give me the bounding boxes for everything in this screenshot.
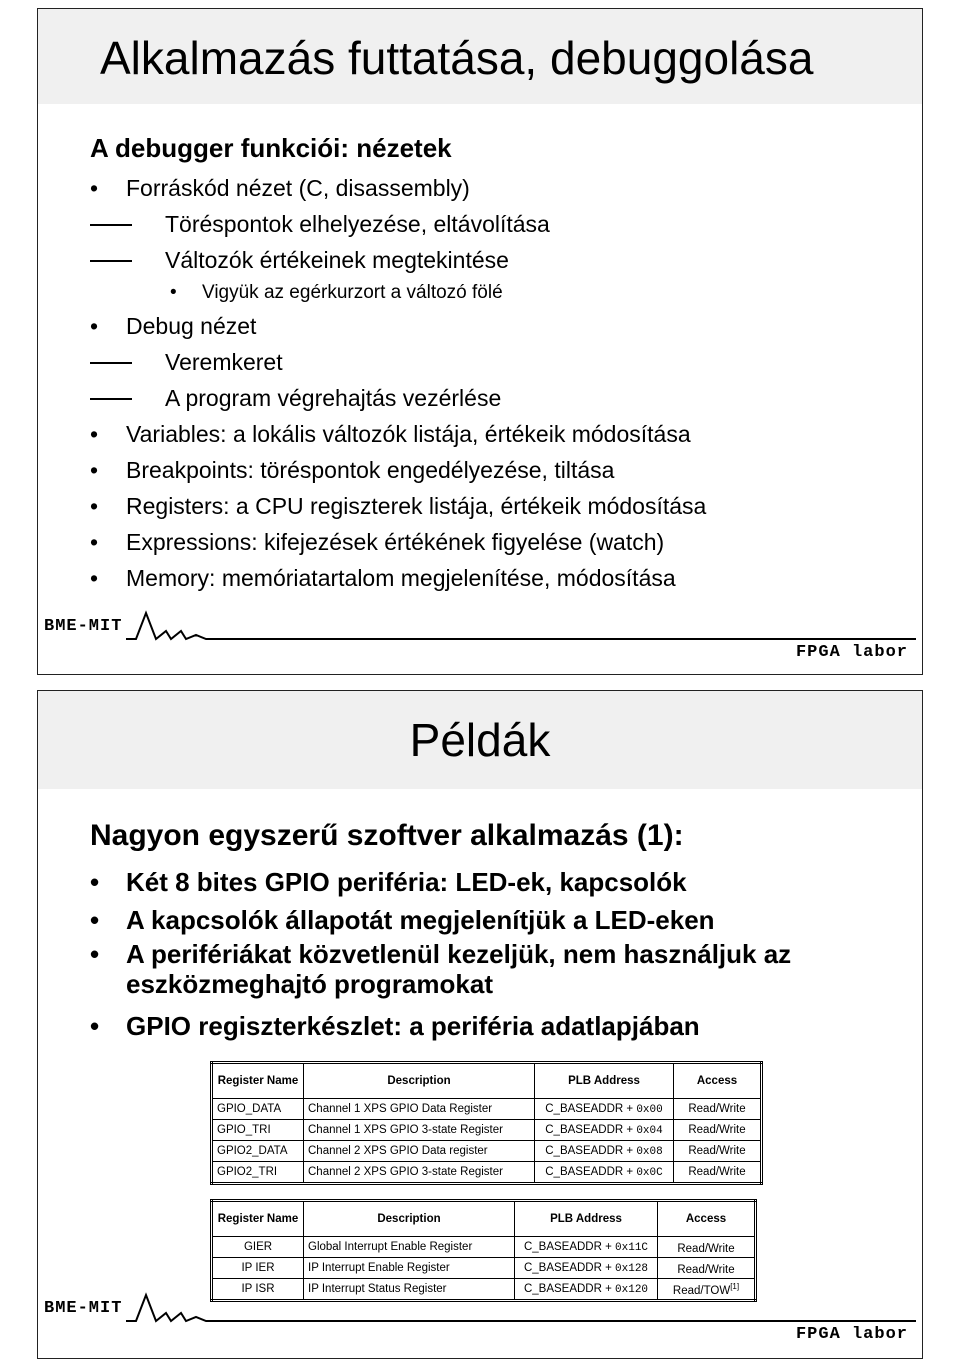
list-item: • A kapcsolók állapotát megjelenítjük a LED-eken: [90, 901, 912, 939]
list-item: Változók értékeinek megtekintése: [90, 242, 912, 278]
gpio-register-table: [210, 1061, 763, 1185]
column-header: Description: [304, 1063, 535, 1099]
slide-title: Példák: [409, 714, 551, 766]
slide-examples: [37, 690, 923, 1359]
list-item: • A perifériákat közvetlenül kezeljük, nem használjuk az eszközmeghajtó programokat: [90, 939, 886, 999]
slide-title: Alkalmazás futtatása, debuggolása: [100, 32, 814, 84]
register-name: GPIO_DATA: [212, 1099, 304, 1120]
register-address: C_BASEADDR + 0x128: [515, 1258, 658, 1279]
register-address: C_BASEADDR + 0x00: [535, 1099, 674, 1120]
register-address: C_BASEADDR + 0x08: [535, 1141, 674, 1162]
footer-label: FPGA labor: [795, 1325, 908, 1344]
waveform-line: [126, 609, 916, 645]
register-description: Channel 1 XPS GPIO 3-state Register: [304, 1120, 535, 1141]
register-address: C_BASEADDR + 0x120: [515, 1279, 658, 1301]
register-access: Read/Write: [674, 1162, 762, 1184]
bullet-list: [90, 863, 912, 1045]
list-item: • Memory: memóriatartalom megjelenítése, módosítása: [90, 560, 912, 596]
register-name: GPIO_TRI: [212, 1120, 304, 1141]
table-row: [212, 1258, 756, 1279]
list-item: • Debug nézet: [90, 308, 912, 344]
list-item: Töréspontok elhelyezése, eltávolítása: [90, 206, 912, 242]
table-header-row: [212, 1063, 762, 1099]
bullet-list: [90, 170, 912, 596]
list-item: • Vigyük az egérkurzort a változó fölé: [90, 278, 912, 308]
waveform-line: [126, 1291, 916, 1327]
register-access: Read/Write: [674, 1099, 762, 1120]
column-header: Register Name: [212, 1201, 304, 1237]
register-address: C_BASEADDR + 0x11C: [515, 1237, 658, 1258]
slide-content: [90, 819, 912, 1045]
register-access: Read/Write: [658, 1258, 756, 1279]
register-description: IP Interrupt Status Register: [304, 1279, 515, 1301]
section-heading: Nagyon egyszerű szoftver alkalmazás (1):: [90, 819, 684, 852]
title-band: [38, 691, 922, 789]
column-header: Access: [658, 1201, 756, 1237]
register-description: Channel 2 XPS GPIO Data register: [304, 1141, 535, 1162]
register-name: GPIO2_TRI: [212, 1162, 304, 1184]
section-heading: A debugger funkciói: nézetek: [90, 133, 452, 163]
list-item: • GPIO regiszterkészlet: a periféria adatlapjában: [90, 1007, 912, 1045]
list-item: • Breakpoints: töréspontok engedélyezése, tiltása: [90, 452, 912, 488]
column-header: Access: [674, 1063, 762, 1099]
register-address: C_BASEADDR + 0x0C: [535, 1162, 674, 1184]
table-row: [212, 1099, 762, 1120]
register-description: Channel 1 XPS GPIO Data Register: [304, 1099, 535, 1120]
column-header: Description: [304, 1201, 515, 1237]
interrupt-register-table: [210, 1199, 757, 1302]
register-description: Global Interrupt Enable Register: [304, 1237, 515, 1258]
list-item: • Két 8 bites GPIO periféria: LED-ek, kapcsolók: [90, 863, 912, 901]
register-access: Read/TOW[1]: [658, 1279, 756, 1301]
register-name: GIER: [212, 1237, 304, 1258]
title-band: [38, 9, 922, 104]
register-access: Read/Write: [658, 1237, 756, 1258]
column-header: PLB Address: [515, 1201, 658, 1237]
table-row: [212, 1141, 762, 1162]
register-access: Read/Write: [674, 1120, 762, 1141]
register-name: IP IER: [212, 1258, 304, 1279]
list-item: Veremkeret: [90, 344, 912, 380]
list-item: • Registers: a CPU regiszterek listája, értékeik módosítása: [90, 488, 912, 524]
column-header: PLB Address: [535, 1063, 674, 1099]
column-header: Register Name: [212, 1063, 304, 1099]
table-header-row: [212, 1201, 756, 1237]
slide-content: [90, 133, 912, 596]
footer-label: FPGA labor: [795, 643, 908, 662]
table-row: [212, 1162, 762, 1184]
register-description: IP Interrupt Enable Register: [304, 1258, 515, 1279]
table-row: [212, 1120, 762, 1141]
register-access: Read/Write: [674, 1141, 762, 1162]
brand-logo-text: BME-MIT: [44, 617, 123, 636]
table-row: [212, 1237, 756, 1258]
register-name: IP ISR: [212, 1279, 304, 1301]
brand-logo-text: BME-MIT: [44, 1299, 123, 1318]
register-description: Channel 2 XPS GPIO 3-state Register: [304, 1162, 535, 1184]
list-item: • Variables: a lokális változók listája, értékeik módosítása: [90, 416, 912, 452]
list-item: A program végrehajtás vezérlése: [90, 380, 912, 416]
list-item: • Expressions: kifejezések értékének figyelése (watch): [90, 524, 912, 560]
register-name: GPIO2_DATA: [212, 1141, 304, 1162]
slide-debugging: [37, 8, 923, 675]
register-address: C_BASEADDR + 0x04: [535, 1120, 674, 1141]
list-item: • Forráskód nézet (C, disassembly): [90, 170, 912, 206]
